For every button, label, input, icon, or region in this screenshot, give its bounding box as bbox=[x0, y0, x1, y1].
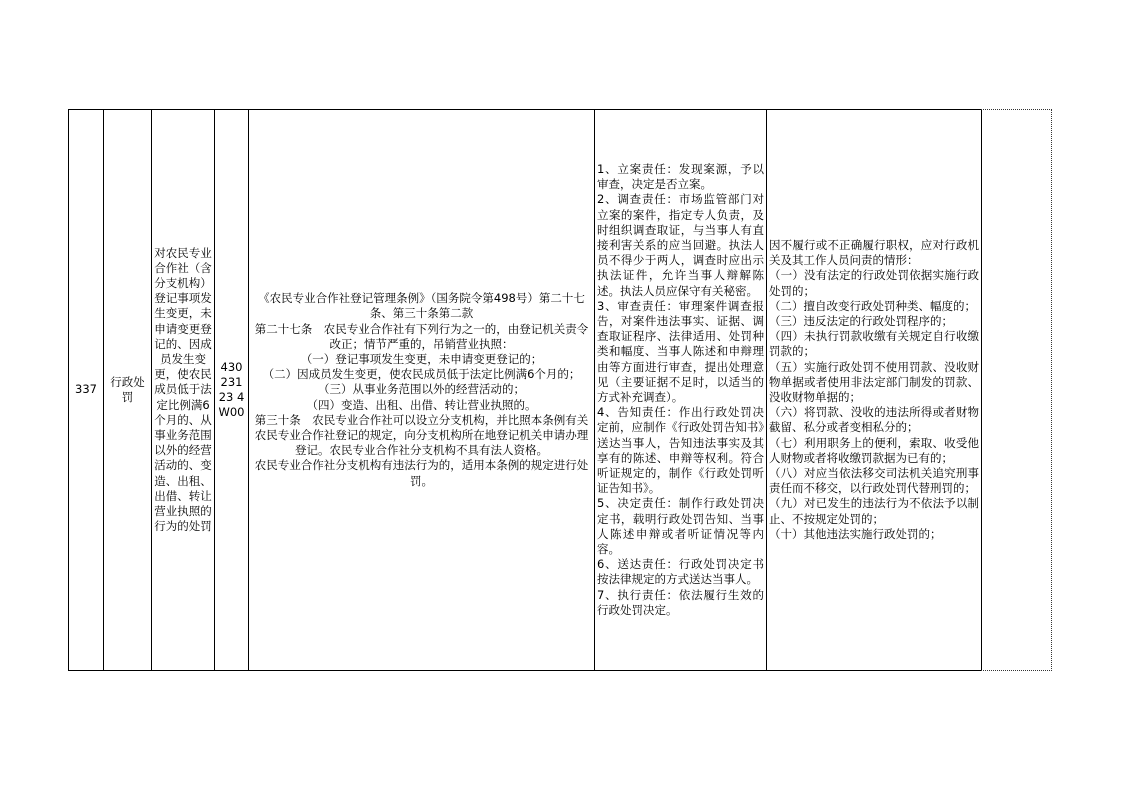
responsibility-item: 2、调查责任：市场监管部门对立案的案件，指定专人负责，及时组织调查取证，与当事人有直接利害关系的应当回避。执法人员不得少于两人，调查时应出示执法证件，允许当事人辩解陈述。执法人员应保守有关秘密。 bbox=[597, 192, 764, 298]
row-number: 337 bbox=[69, 110, 104, 671]
basis-line: （二）因成员发生变更，使农民成员低于法定比例满6个月的； bbox=[262, 367, 581, 382]
accountability-item: （五）实施行政处罚不使用罚款、没收财物单据或者使用非法定部门制发的罚款、没收财物单据的； bbox=[769, 359, 979, 404]
power-category: 行政处罚 bbox=[104, 110, 152, 671]
legal-basis bbox=[249, 110, 595, 671]
accountability-item: （九）对已发生的违法行为不依法予以制止、不按规定处罚的； bbox=[769, 496, 979, 526]
accountability-cases bbox=[767, 110, 982, 671]
responsibility-item: 3、审查责任：审理案件调查报告，对案件违法事实、证据、调查取证程序、法律适用、处罚种类和幅度、当事人陈述和申辩理由等方面进行审查，提出处理意见（主要证据不足时，以适当的方式补充调查）。 bbox=[597, 298, 764, 404]
item-name: 对农民专业合作社（含分支机构）登记事项发生变更，未申请变更登记的、因成员发生变更，使农民成员低于法定比例满6个月的、从事业务范围以外的经营活动的、变造、出租、出借、转让营业执照的行为的处罚 bbox=[152, 110, 215, 671]
power-list-sheet bbox=[68, 109, 1052, 671]
accountability-item: （一）没有法定的行政处罚依据实施行政处罚的； bbox=[769, 268, 979, 298]
basis-line: 第三十条 农民专业合作社可以设立分支机构，并比照本条例有关农民专业合作社登记的规定，向分支机构所在地登记机关申请办理登记。农民专业合作社分支机构不具有法人资格。 bbox=[254, 412, 589, 458]
basis-line: 《农民专业合作社登记管理条例》（国务院令第498号）第二十七条、第三十条第二款 bbox=[258, 291, 585, 321]
table-row bbox=[69, 110, 982, 671]
accountability-item: （三）违反法定的行政处罚程序的； bbox=[769, 313, 953, 328]
accountability-item: （七）利用职务上的便利，索取、收受他人财物或者将收缴罚款据为已有的； bbox=[769, 435, 979, 465]
basis-line: 第二十七条 农民专业合作社有下列行为之一的，由登记机关责令改正；情节严重的，吊销营业执照： bbox=[254, 321, 589, 351]
responsibility-item: 5、决定责任：制作行政处罚决定书，载明行政处罚告知、当事人陈述申辩或者听证情况等内容。 bbox=[597, 496, 764, 557]
accountability-item: （十）其他违法实施行政处罚的； bbox=[769, 526, 942, 541]
responsibility-item: 6、送达责任：行政处罚决定书按法律规定的方式送达当事人。 bbox=[597, 557, 764, 587]
basis-line: （三）从事业务范围以外的经营活动的； bbox=[318, 382, 525, 397]
responsibility-item: 1、立案责任：发现案源，予以审查，决定是否立案。 bbox=[597, 161, 764, 192]
accountability-item: （六）将罚款、没收的违法所得或者财物截留、私分或者变相私分的； bbox=[769, 405, 979, 435]
basis-line: （四）变造、出租、出借、转让营业执照的。 bbox=[306, 397, 537, 412]
responsibility-matters bbox=[595, 110, 767, 671]
remarks-column bbox=[981, 109, 1052, 671]
accountability-item: 因不履行或不正确履行职权，应对行政机关及其工作人员问责的情形： bbox=[769, 237, 979, 268]
accountability-item: （二）擅自改变行政处罚种类、幅度的； bbox=[769, 298, 976, 313]
basis-line: 农民专业合作社分支机构有违法行为的，适用本条例的规定进行处罚。 bbox=[254, 458, 589, 488]
basis-line: （一）登记事项发生变更，未申请变更登记的； bbox=[300, 351, 543, 366]
item-code: 43023123 4W00 bbox=[215, 110, 249, 671]
power-list-table bbox=[68, 109, 982, 671]
accountability-item: （四）未执行罚款收缴有关规定自行收缴罚款的； bbox=[769, 329, 979, 359]
responsibility-item: 7、执行责任：依法履行生效的行政处罚决定。 bbox=[597, 587, 764, 617]
responsibility-item: 4、告知责任：作出行政处罚决定前，应制作《行政处罚告知书》送达当事人，告知违法事实及其享有的陈述、申辩等权利。符合听证规定的，制作《行政处罚听证告知书》。 bbox=[597, 405, 764, 496]
accountability-item: （八）对应当依法移交司法机关追究刑事责任而不移交，以行政处罚代替刑罚的； bbox=[769, 466, 979, 496]
